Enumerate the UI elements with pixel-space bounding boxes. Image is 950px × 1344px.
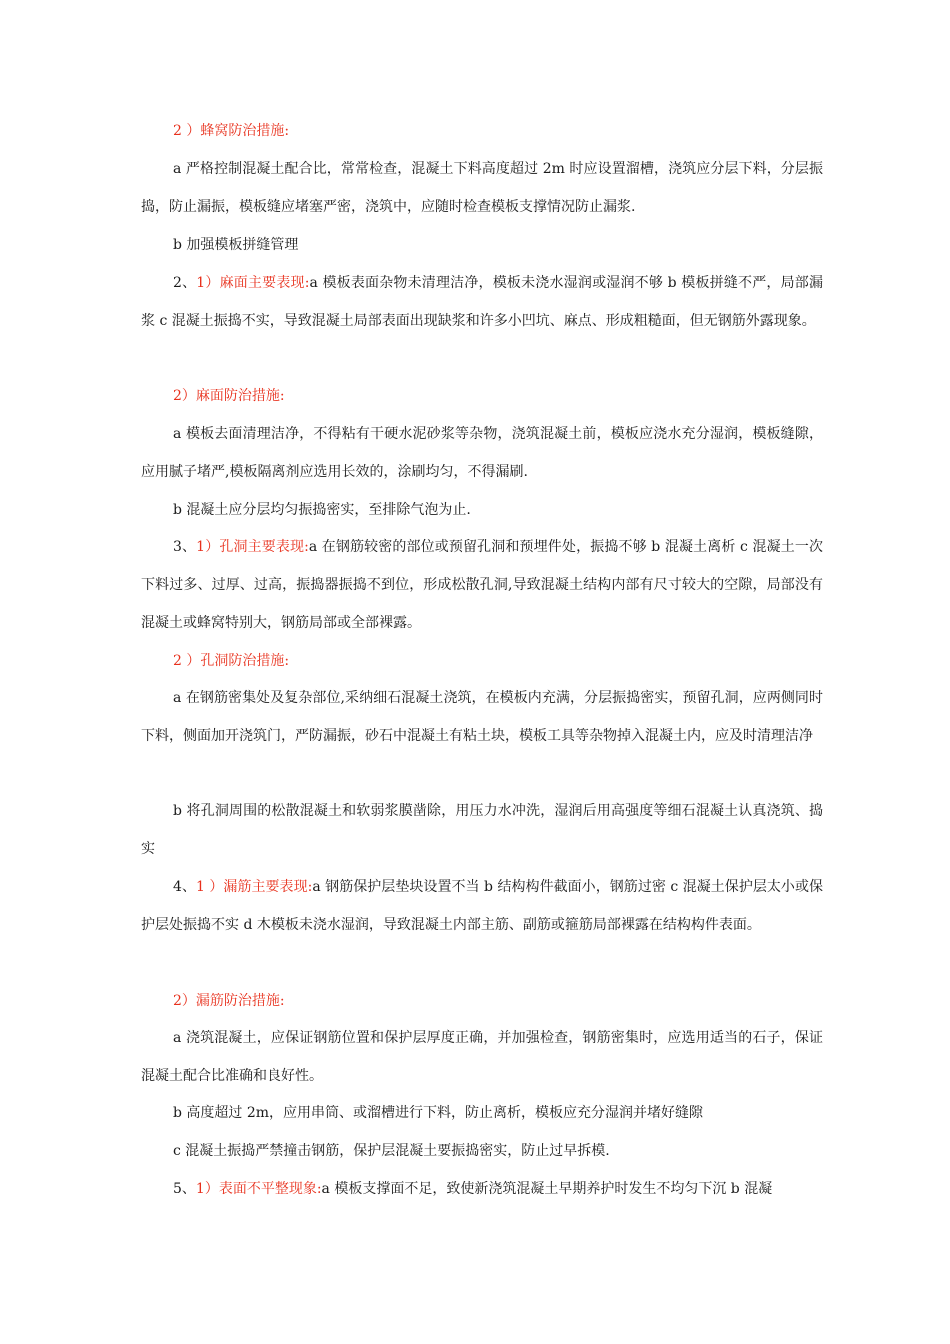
paragraph-text: a 在钢筋较密的部位或预留孔洞和预埋件处，振捣不够 b 混凝土离析 c 混凝土一次下料过多、过厚、过高，振捣器振捣不到位，形成松散孔洞,导致混凝土结构内部有尺寸较大的空隙，局部没有混凝土或蜂窝特别大，钢筋局部或全部裸露。 [141,539,823,631]
section-heading: 2）漏筋防治措施: [173,993,285,1009]
paragraph [141,642,823,680]
section-heading: 1）表面不平整现象: [195,1181,322,1197]
paragraph-text: a 模板去面清理洁净，不得粘有干硬水泥砂浆等杂物，浇筑混凝土前，模板应浇水充分湿润，模板缝隙，应用腻子堵严,模板隔离剂应选用长效的，涂刷均匀，不得漏刷. [141,426,823,480]
item-number: 4、 [173,879,196,895]
paragraph-text: a 严格控制混凝土配合比，常常检查，混凝土下料高度超过 2m 时应设置溜槽，浇筑应分层下料，分层振捣，防止漏振，模板缝应堵塞严密，浇筑中，应随时检查模板支撑情况防止漏浆. [141,161,823,215]
paragraph [141,679,823,755]
paragraph-text: a 钢筋保护层垫块设置不当 b 结构构件截面小，钢筋过密 c 混凝土保护层太小或保护层处振捣不实 d 木模板未浇水湿润，导致混凝土内部主筋、副筋或箍筋局部裸露在结构构件表面。 [141,879,823,933]
paragraph [141,868,823,944]
paragraph [141,1019,823,1095]
paragraph [141,1132,823,1170]
item-number: 3、 [173,539,197,555]
paragraph-text: b 加强模板拼缝管理 [173,237,299,253]
paragraph-text: a 浇筑混凝土，应保证钢筋位置和保护层厚度正确，并加强检查，钢筋密集时，应选用适当的石子，保证混凝土配合比准确和良好性。 [141,1030,823,1084]
paragraph-text: b 混凝土应分层均匀振捣密实，至排除气泡为止. [173,502,471,518]
paragraph [141,150,823,226]
paragraph [141,1094,823,1132]
paragraph [141,792,823,868]
paragraph [141,377,823,415]
section-heading: 2）麻面防治措施: [173,388,285,404]
paragraph [141,491,823,529]
item-number: 5、 [173,1181,196,1197]
item-number: 2、 [173,275,197,291]
paragraph [141,982,823,1020]
paragraph-text: b 将孔洞周围的松散混凝土和软弱浆膜凿除，用压力水冲洗，湿润后用高强度等细石混凝土认真浇筑、捣实 [141,803,823,857]
paragraph [141,112,823,150]
paragraph [141,264,823,340]
paragraph [141,226,823,264]
section-heading: 1）麻面主要表现: [196,275,310,291]
paragraph-text: a 模板表面杂物未清理洁净，模板未浇水湿润或湿润不够 b 模板拼缝不严，局部漏浆 c 混凝土振捣不实，导致混凝土局部表面出现缺浆和许多小凹坑、麻点、形成粗糙面，但无钢筋外露现象。 [141,275,823,329]
section-heading: 1）孔洞主要表现: [196,539,309,555]
paragraph [141,528,823,642]
paragraph [141,415,823,491]
section-heading: 2 ）孔洞防治措施: [173,653,290,669]
paragraph-text: c 混凝土振捣严禁撞击钢筋，保护层混凝土要振捣密实，防止过早拆模. [173,1143,610,1159]
paragraph-text: a 在钢筋密集处及复杂部位,采纳细石混凝土浇筑，在模板内充满，分层振捣密实，预留孔洞，应两侧同时下料，侧面加开浇筑门，严防漏振，砂石中混凝土有粘土块，模板工具等杂物掉入混凝土内，应及时清理洁净 [141,690,823,744]
paragraph-text: b 高度超过 2m，应用串筒、或溜槽进行下料，防止离析，模板应充分湿润并堵好缝隙 [173,1105,704,1121]
paragraph [141,1170,823,1208]
section-heading: 1 ）漏筋主要表现: [195,879,313,895]
paragraph-text: a 模板支撑面不足，致使新浇筑混凝土早期养护时发生不均匀下沉 b 混凝 [321,1181,773,1197]
section-heading: 2 ）蜂窝防治措施: [173,123,290,139]
